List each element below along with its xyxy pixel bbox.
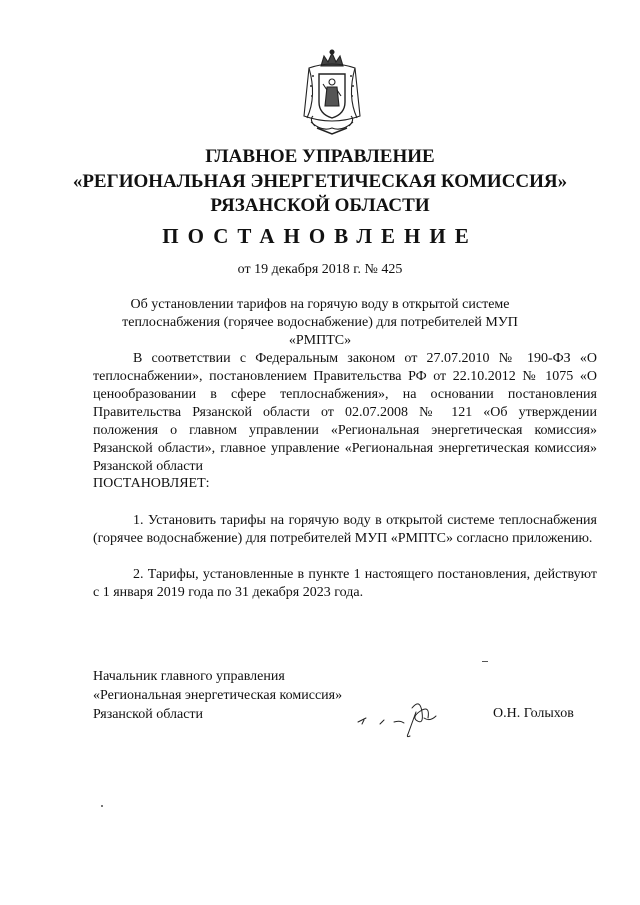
decree-item-2: 2. Тарифы, установленные в пункте 1 настоящего постановления, действуют с 1 января 2019 года по 31 декабря 2023 года. — [93, 567, 597, 600]
signatory-position-line-3: Рязанской области — [93, 707, 204, 722]
signatory-position-line-1: Начальник главного управления — [93, 669, 285, 684]
decree-item-1: 1. Установить тарифы на горячую воду в открытой системе теплоснабжения (горячее водоснабжение) для потребителей МУП «РМПТС» согласно приложению. — [93, 513, 597, 546]
header-line-2: «РЕГИОНАЛЬНАЯ ЭНЕРГЕТИЧЕСКАЯ КОМИССИЯ» — [72, 171, 568, 192]
handwritten-signature-icon — [350, 690, 460, 740]
decree-word: ПОСТАНОВЛЯЕТ: — [93, 476, 210, 491]
scan-speck — [101, 805, 103, 807]
document-date-number: от 19 декабря 2018 г. № 425 — [237, 262, 403, 277]
signatory-name: О.Н. Голыхов — [493, 706, 574, 721]
coat-of-arms-icon — [297, 46, 367, 136]
header-line-1: ГЛАВНОЕ УПРАВЛЕНИЕ — [205, 146, 435, 167]
signatory-position-line-2: «Региональная энергетическая комиссия» — [93, 688, 343, 703]
document-subject: Об установлении тарифов на горячую воду в открытой системе теплоснабжения (горячее водоснабжение) для потребителей МУП «РМПТС» — [122, 297, 518, 348]
preamble-paragraph: В соответствии с Федеральным законом от 27.07.2010 № 190-ФЗ «О теплоснабжении», постановлением Правительства РФ от 22.10.2012 № 1075 «О ценообразовании в сфере теплоснабжения», на основании постановления Правительства Рязанской области от 02.07.2008 № 121 «Об утверждении положения о главном управлении «Региональная энергетическая комиссия» Рязанской области», главное управление «Региональная энергетическая комиссия» Рязанской области — [93, 351, 597, 474]
document-type: ПОСТАНОВЛЕНИЕ — [162, 224, 478, 248]
header-line-3: РЯЗАНСКОЙ ОБЛАСТИ — [210, 195, 430, 216]
stray-mark — [482, 661, 488, 662]
